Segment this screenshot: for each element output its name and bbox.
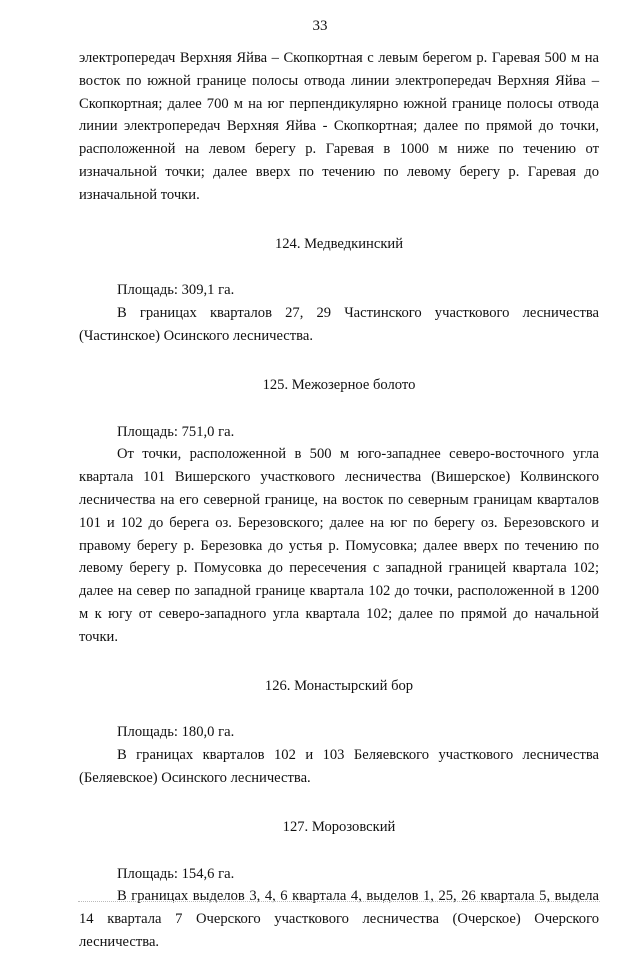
section-heading: 126. Монастырский бор xyxy=(264,677,414,694)
spacer xyxy=(79,790,599,816)
intro-paragraph: электропередач Верхняя Яйва – Скопкортная с левым берегом р. Гаревая 500 м на восток по южной границе полосы отвода линии электропередач Верхняя Яйва – Скопкортная; далее 700 м на юг перпендикулярно южной границе полосы отвода линии электропередач Верхняя Яйва - Скопкортная; далее по прямой до точки, расположенной на левом берегу р. Гаревая в 1000 м ниже по течению от изначальной точки; далее вверх по течению по левому берегу р. Гаревая до изначальной точки. xyxy=(79,50,599,203)
spacer xyxy=(79,697,599,721)
spacer xyxy=(79,348,599,374)
section-description: В границах кварталов 27, 29 Частинского участкового лесничества (Частинское) Осинского лесничества. xyxy=(79,305,599,344)
spacer xyxy=(79,255,599,279)
section-heading: 124. Медведкинский xyxy=(274,235,404,252)
scan-edge-line xyxy=(78,901,600,903)
section-heading: 125. Межозерное болото xyxy=(262,376,416,393)
spacer xyxy=(79,649,599,675)
section-125 xyxy=(79,374,599,649)
section-heading: 127. Морозовский xyxy=(282,818,396,835)
section-description: От точки, расположенной в 500 м юго-западнее северо-восточного угла квартала 101 Вишерского участкового лесничества (Вишерское) Колвинского лесничества на его северной границе, на восток по северным границам кварталов 101 и 102 до берега оз. Березовского; далее на юг по берегу оз. Березовского и правому берегу р. Березовка до устья р. Помусовка; далее вверх по течению по левому берегу р. Помусовка до пересечения с западной границей квартала 102; далее на север по западной границе квартала 102 до точки, расположенной в 1200 м к югу от северо-западного угла квартала 102; далее по прямой до начальной точки. xyxy=(79,446,599,645)
spacer xyxy=(79,207,599,233)
section-area: Площадь: 180,0 га. xyxy=(117,724,235,741)
page-number: 33 xyxy=(312,18,328,34)
section-127 xyxy=(79,816,599,954)
document-body xyxy=(79,47,599,954)
section-description: В границах выделов 3, 4, 6 квартала 4, выделов 1, 25, 26 квартала 5, выдела 14 квартала 7 Очерского участкового лесничества (Очерское) Очерского лесничества. xyxy=(79,888,599,950)
spacer xyxy=(79,397,599,421)
section-126 xyxy=(79,675,599,790)
section-area: Площадь: 309,1 га. xyxy=(117,282,235,299)
section-area: Площадь: 751,0 га. xyxy=(117,423,235,440)
section-area: Площадь: 154,6 га. xyxy=(117,865,235,882)
section-124 xyxy=(79,233,599,348)
spacer xyxy=(79,839,599,863)
section-description: В границах кварталов 102 и 103 Беляевского участкового лесничества (Беляевское) Осинского лесничества. xyxy=(79,747,599,786)
